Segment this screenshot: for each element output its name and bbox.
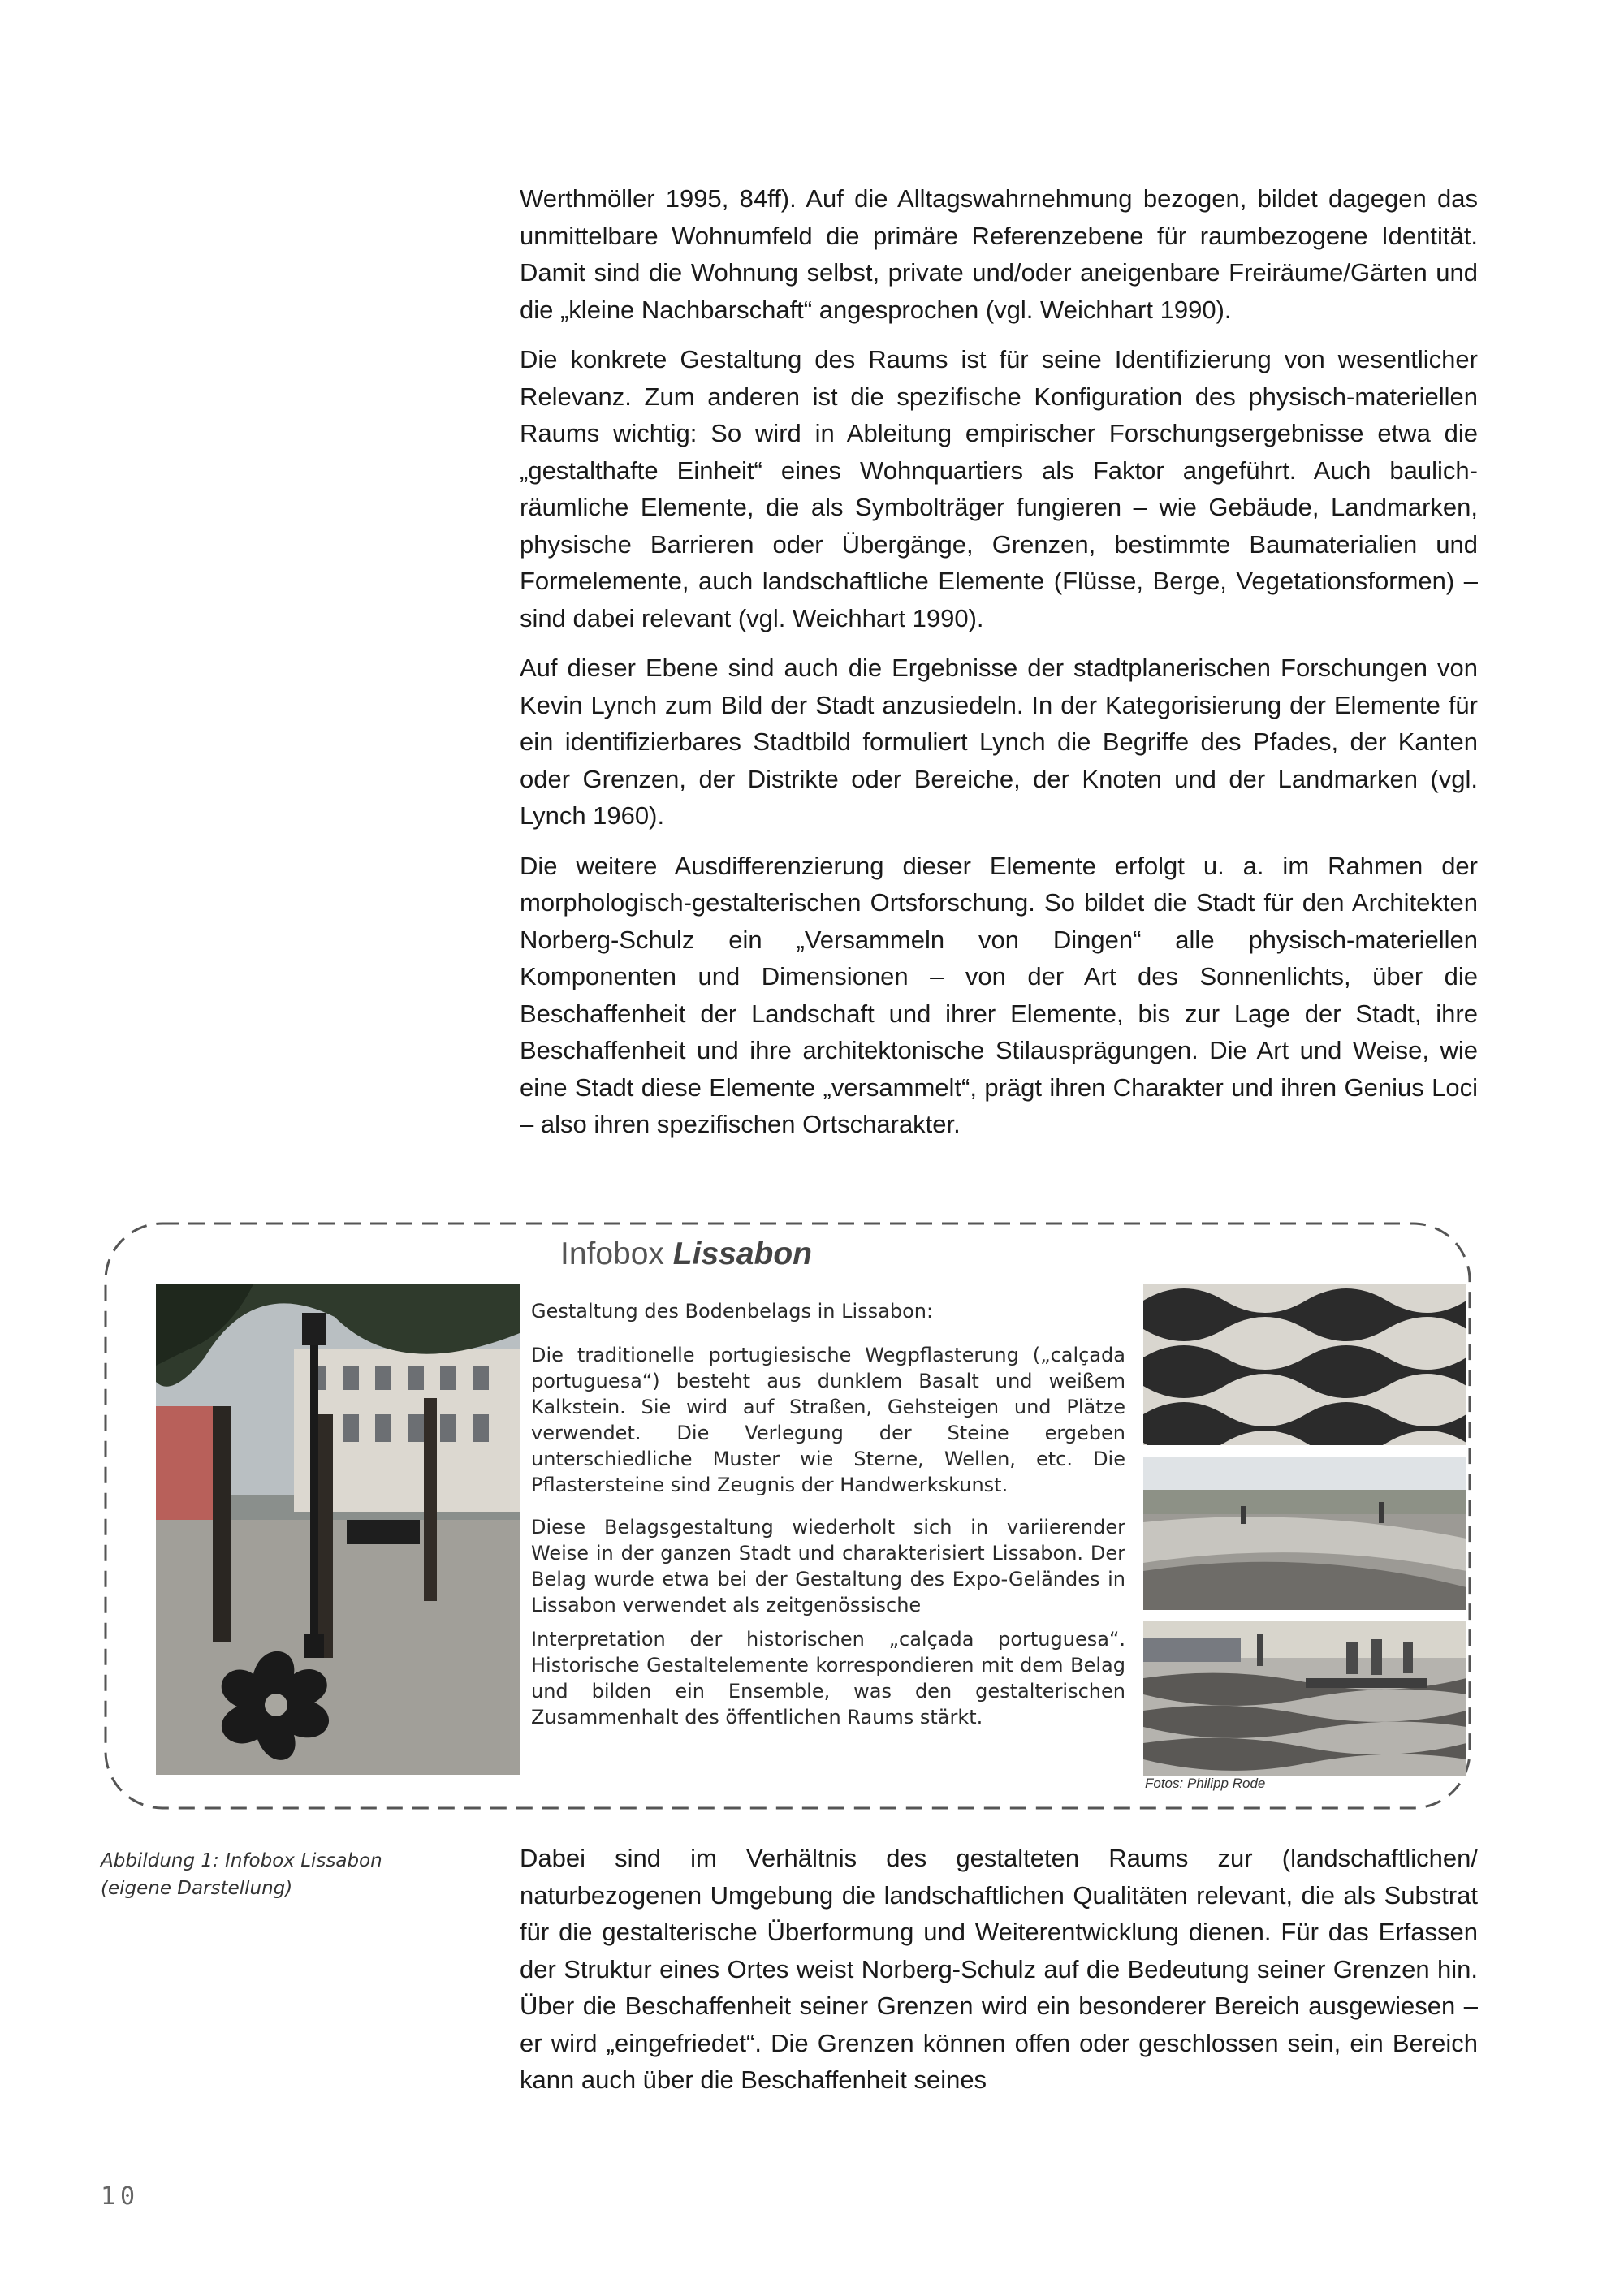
infobox-title: [560, 1236, 812, 1272]
infobox-title-place: Lissabon: [672, 1236, 812, 1271]
paragraph: Dabei sind im Verhältnis des gestalteten Raums zur (landschaftlichen/ naturbezogenen Umgebung die landschaftlichen Qualitäten relevant, die als Substrat für die gestalterische Überformung und Weiterentwicklung dienen. Für das Erfassen der Struktur eines Ortes weist Norberg-Schulz auf die Bedeutung seiner Grenzen hin. Über die Beschaffenheit seiner Grenzen wird ein besonderer Bereich ausgewiesen – er wird „eingefriedet“. Die Grenzen können offen oder geschlossen sein, ein Bereich kann auch über die Beschaffenheit seines: [520, 1844, 1478, 2094]
paragraph: Werthmöller 1995, 84ff). Auf die Alltagswahrnehmung bezogen, bildet dagegen das unmittelbare Wohnumfeld die primäre Referenzebene für raumbezogene Identität. Damit sind die Wohnung selbst, private und/oder aneigenbare Freiräume/Gärten und die „kleine Nachbarschaft“ angesprochen (vgl. Weichhart 1990).: [520, 184, 1478, 324]
infobox-title-prefix: Infobox: [560, 1236, 664, 1271]
photo-street-pavement: [1143, 1621, 1466, 1776]
photo-lisbon-square: [156, 1284, 520, 1775]
infobox-heading: Gestaltung des Bodenbelags in Lissabon:: [531, 1300, 934, 1323]
photo-credit: Fotos: Philipp Rode: [1145, 1776, 1266, 1791]
body-text-upper: [520, 180, 1478, 1143]
paragraph: Die weitere Ausdifferenzierung dieser Elemente erfolgt u. a. im Rahmen der morphologisch-gestalterischen Ortsforschung. So bildet die Stadt für den Architekten Norberg-Schulz ein „Versammeln von Dingen“ alle physisch-materiellen Komponenten und Dimensionen – von der Art des Sonnenlichts, über die Beschaffenheit der Landschaft und ihrer Elemente, bis zur Lage der Stadt, ihre Beschaffenheit und ihre architektonische Stilausprägungen. Die Art und Weise, wie eine Stadt diese Elemente „versammelt“, prägt ihren Charakter und ihren Genius Loci – also ihren spezifischen Ortscharakter.: [520, 851, 1478, 1138]
photo-expo-plaza: [1143, 1457, 1466, 1610]
infobox-paragraph: Interpretation der historischen „calçada portuguesa“. Historische Gestaltelemente korrespondieren mit dem Belag und bilden ein Ensemble, was den gestalterischen Zusammenhalt des öffentlichen Raums stärkt.: [531, 1628, 1125, 1728]
infobox: [101, 1220, 1475, 1811]
page-number: 10: [101, 2182, 140, 2211]
paragraph: Auf dieser Ebene sind auch die Ergebnisse der stadtplanerischen Forschungen von Kevin Lynch zum Bild der Stadt anzusiedeln. In der Kategorisierung der Elemente für ein identifizierbares Stadtbild formuliert Lynch die Begriffe des Pfades, der Kanten oder Grenzen, der Distrikte oder Bereiche, der Knoten und der Landmarken (vgl. Lynch 1960).: [520, 654, 1478, 830]
figure-caption: Abbildung 1: Infobox Lissabon (eigene Darstellung): [101, 1850, 382, 1899]
infobox-paragraph: Diese Belagsgestaltung wiederholt sich in variierender Weise in der ganzen Stadt und charakterisiert Lissabon. Der Belag wurde etwa bei der Gestaltung des Expo-Geländes in Lissabon verwendet als zeitgenössische: [531, 1516, 1125, 1616]
paragraph: Die konkrete Gestaltung des Raums ist für seine Identifizierung von wesentlicher Relevanz. Zum anderen ist die spezifische Konfiguration des physisch-materiellen Raums wichtig: So wird in Ableitung empirischer Forschungsergebnisse etwa die „gestalthafte Einheit“ eines Wohnquartiers als Faktor angeführt. Auch baulich-räumliche Elemente, die als Symbolträger fungieren – wie Gebäude, Landmarken, physische Barrieren oder Übergänge, Grenzen, bestimmte Baumaterialien und Formelemente, auch landschaftliche Elemente (Flüsse, Berge, Vegetationsformen) – sind dabei relevant (vgl. Weichhart 1990).: [520, 345, 1478, 632]
infobox-paragraph: Die traditionelle portugiesische Wegpflasterung („calçada portuguesa“) besteht aus dunklem Basalt und weißem Kalkstein. Sie wird auf Straßen, Gehsteigen und Plätze verwendet. Die Verlegung der Steine ergeben unterschiedliche Muster wie Sterne, Wellen, etc. Die Pflastersteine sind Zeugnis der Handwerkskunst.: [531, 1344, 1125, 1496]
body-text-lower: [520, 1840, 1478, 2099]
photo-wave-pavement: [1143, 1284, 1466, 1445]
infobox-text: [531, 1298, 1125, 1730]
